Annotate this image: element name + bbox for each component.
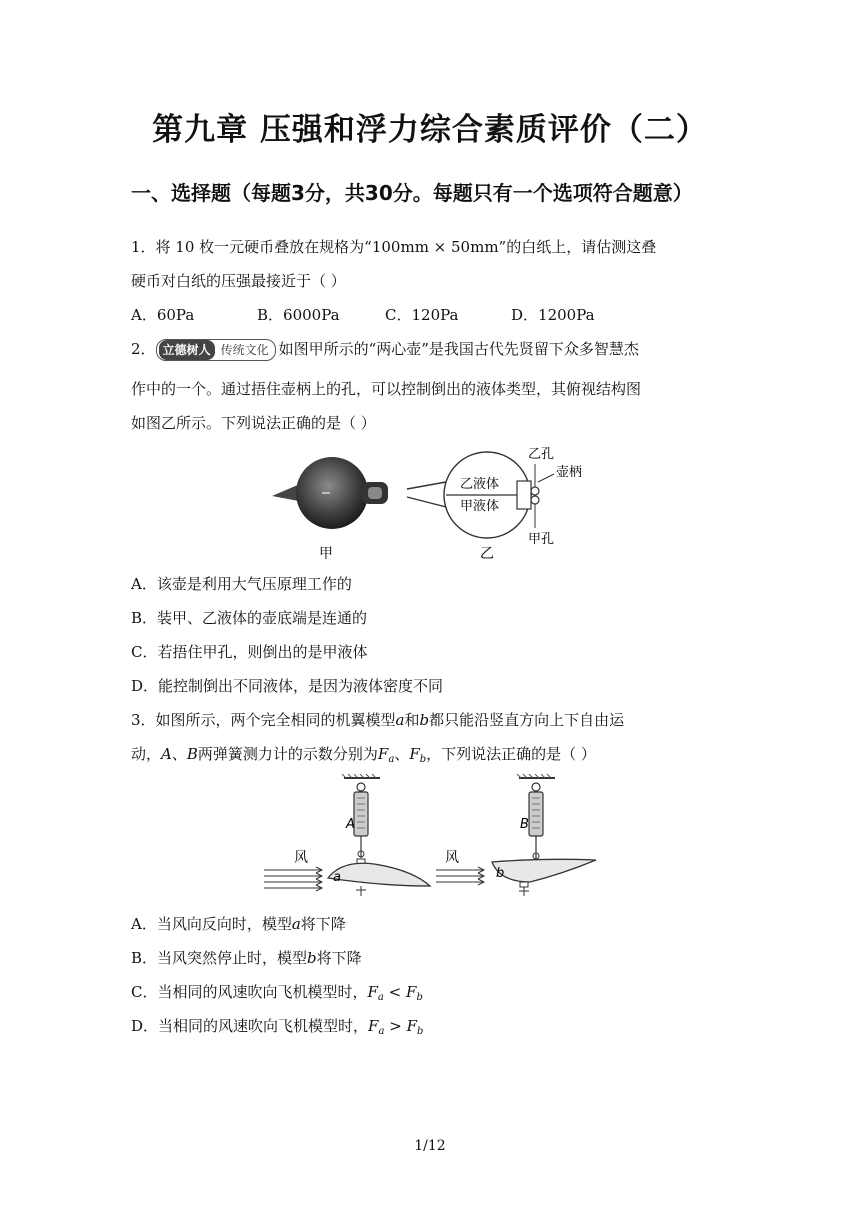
schematic-handle: [517, 481, 531, 509]
var-b: b: [419, 711, 430, 729]
q1-option-c: C．120Pa: [385, 306, 459, 324]
badge-sub-label: 传统文化: [220, 343, 269, 357]
q2-line1: [131, 339, 639, 361]
page-number: 1/12: [414, 1138, 446, 1154]
spring-scale-a: [354, 792, 368, 836]
q3-line2: 动，A、B两弹簧测力计的示数分别为$F_a$、$F_b$，下列说法正确的是（ ）: [131, 745, 596, 765]
q2-number: 2．: [131, 340, 156, 358]
wind-label-left: 风: [294, 850, 308, 866]
q2-option-b: B．装甲、乙液体的壶底端是连通的: [131, 609, 368, 627]
hole-jia-mark: [531, 496, 539, 504]
label-liquid-yi: 乙液体: [460, 477, 500, 492]
badge-main-label: 立德树人: [159, 340, 215, 360]
label-liquid-jia: 甲液体: [460, 499, 500, 514]
wing-figure: [262, 774, 602, 902]
teapot-figure: [270, 444, 600, 568]
wind-arrows-left: [264, 870, 322, 888]
label-jia: 甲: [319, 546, 333, 562]
var-a: a: [395, 711, 405, 729]
q1-option-a: A．60Pa: [131, 306, 195, 324]
q3-option-a: A．当风向反向时，模型a将下降: [131, 915, 346, 933]
spring-scale-b: [529, 792, 543, 836]
label-B: B: [520, 817, 529, 832]
q2-option-d: D．能控制倒出不同液体，是因为液体密度不同: [131, 677, 444, 695]
q1-options: [131, 305, 595, 325]
wing-b: [492, 859, 596, 882]
section-heading: 一、选择题（每题3分，共30分。每题只有一个选项符合题意）: [131, 181, 693, 205]
q2-line3: 如图乙所示。下列说法正确的是（ ）: [131, 414, 376, 432]
label-A: A: [346, 817, 355, 832]
q2-option-a: A．该壶是利用大气压原理工作的: [131, 575, 352, 593]
schematic-spout: [407, 482, 446, 507]
label-hole-jia: 甲孔: [528, 532, 555, 547]
wind-arrows-right: [436, 870, 484, 882]
q3-line1: 3．如图所示，两个完全相同的机翼模型a和b都只能沿竖直方向上下自由运: [131, 711, 625, 729]
q1-option-b: B．6000Pa: [257, 306, 340, 324]
wing-a: [328, 863, 430, 886]
q3-option-d: D．当相同的风速吹向飞机模型时，$F_a > F_b$: [131, 1017, 424, 1037]
page-title: 第九章 压强和浮力综合素质评价（二）: [152, 112, 708, 148]
culture-badge: [156, 339, 276, 361]
q1-line2: 硬币对白纸的压强最接近于（ ）: [131, 272, 346, 290]
teapot-body: [296, 457, 368, 529]
q1-option-d: D．1200Pa: [511, 306, 595, 324]
q3-option-b: B．当风突然停止时，模型b将下降: [131, 949, 362, 967]
label-handle: 壶柄: [556, 465, 583, 480]
label-b: b: [496, 866, 505, 881]
hole-yi-mark: [531, 487, 539, 495]
label-yi: 乙: [480, 546, 494, 562]
q2-line1-text: 如图甲所示的“两心壶”是我国古代先贤留下众多智慧杰: [278, 340, 639, 358]
q2-line2: 作中的一个。通过捂住壶柄上的孔，可以控制倒出的液体类型，其俯视结构图: [131, 380, 642, 398]
q1-line1: 1．将 10 枚一元硬币叠放在规格为“100mm × 50mm”的白纸上，请估测这叠: [131, 238, 657, 256]
label-hole-yi: 乙孔: [528, 447, 555, 462]
q2-option-c: C．若捂住甲孔，则倒出的是甲液体: [131, 643, 368, 661]
q3-option-c: C．当相同的风速吹向飞机模型时，$F_a < F_b$: [131, 983, 423, 1003]
label-a: a: [333, 870, 341, 885]
wind-label-right: 风: [445, 850, 459, 866]
